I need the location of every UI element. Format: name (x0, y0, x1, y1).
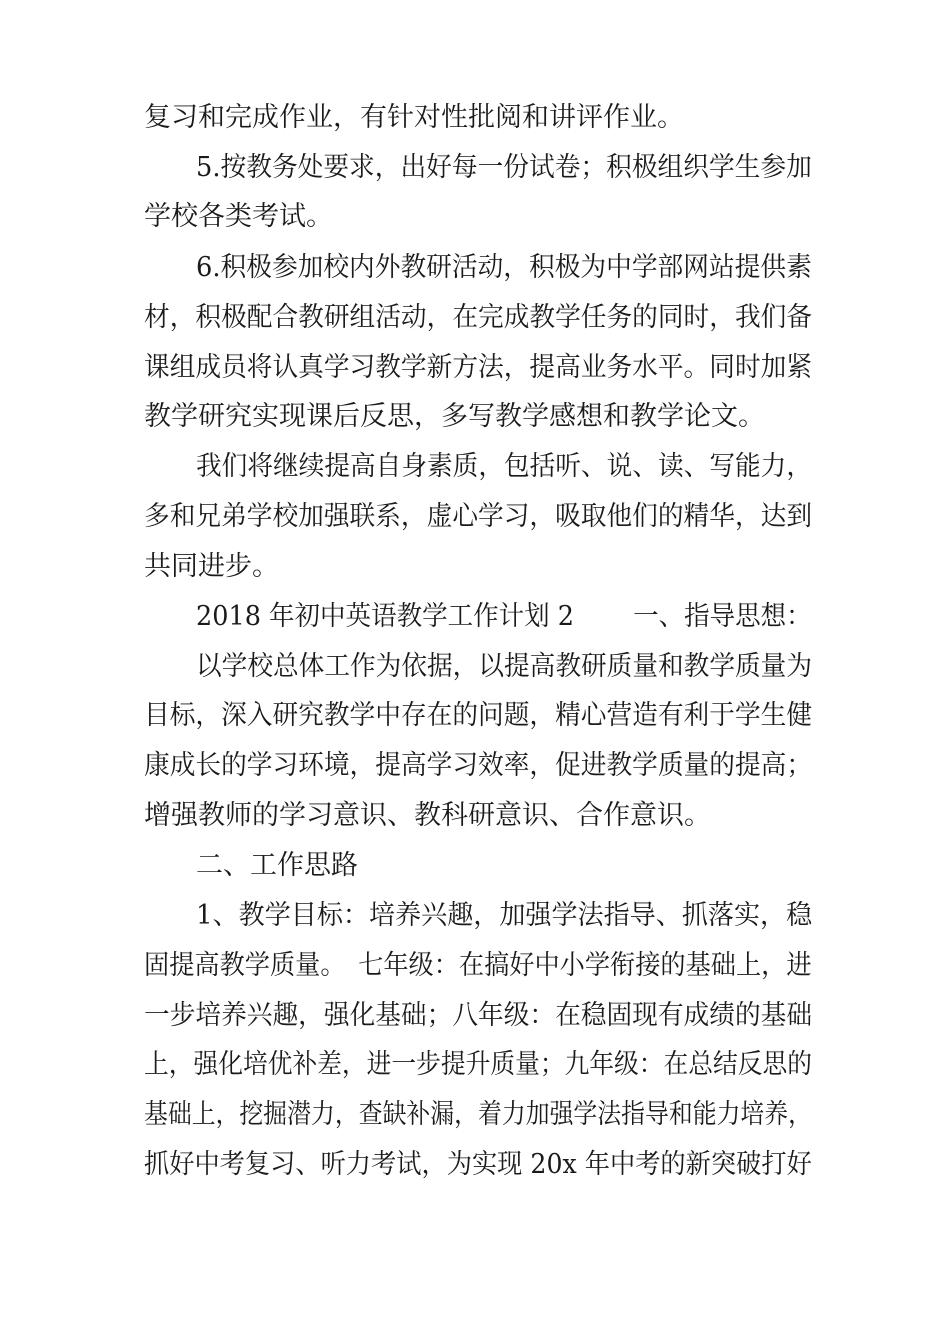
text-line: 教学研究实现课后反思，多写教学感想和教学论文。 (144, 401, 765, 432)
section-heading: 2018 年初中英语教学工作计划 2 一、指导思想： (196, 601, 812, 632)
text-line: 多和兄弟学校加强联系，虚心学习，吸取他们的精华，达到 (144, 501, 813, 532)
text-line: 1、教学目标：培养兴趣，加强学法指导、抓落实，稳 (196, 900, 813, 931)
text-line: 学校各类考试。 (144, 201, 333, 232)
text-line: 课组成员将认真学习教学新方法，提高业务水平。同时加紧 (144, 352, 813, 383)
text-line: 抓好中考复习、听力考试，为实现 20x 年中考的新突破打好 (144, 1149, 812, 1180)
text-line: 固提高教学质量。 七年级：在搞好中小学衔接的基础上，进 (144, 950, 812, 981)
text-line: 6.积极参加校内外教研活动，积极为中学部网站提供素 (196, 252, 812, 283)
text-line: 以学校总体工作为依据，以提高教研质量和教学质量为 (196, 651, 812, 682)
text-line: 康成长的学习环境，提高学习效率，促进教学质量的提高； (144, 750, 813, 781)
text-line: 共同进步。 (144, 551, 279, 582)
text-line: 上，强化培优补差，进一步提升质量；九年级：在总结反思的 (144, 1049, 812, 1080)
text-line: 5.按教务处要求，出好每一份试卷；积极组织学生参加 (196, 152, 812, 183)
text-line: 复习和完成作业，有针对性批阅和讲评作业。 (144, 102, 684, 133)
section-heading: 二、工作思路 (196, 850, 358, 881)
text-line: 一步培养兴趣，强化基础；八年级：在稳固现有成绩的基础 (144, 1000, 813, 1031)
text-line: 增强教师的学习意识、教科研意识、合作意识。 (144, 800, 711, 831)
text-line: 我们将继续提高自身素质，包括听、说、读、写能力， (196, 451, 812, 482)
text-line: 基础上，挖掘潜力，查缺补漏，着力加强学法指导和能力培养， (144, 1099, 813, 1130)
text-line: 材，积极配合教研组活动，在完成教学任务的同时，我们备 (144, 302, 813, 333)
text-line: 目标，深入研究教学中存在的问题，精心营造有利于学生健 (144, 700, 813, 731)
